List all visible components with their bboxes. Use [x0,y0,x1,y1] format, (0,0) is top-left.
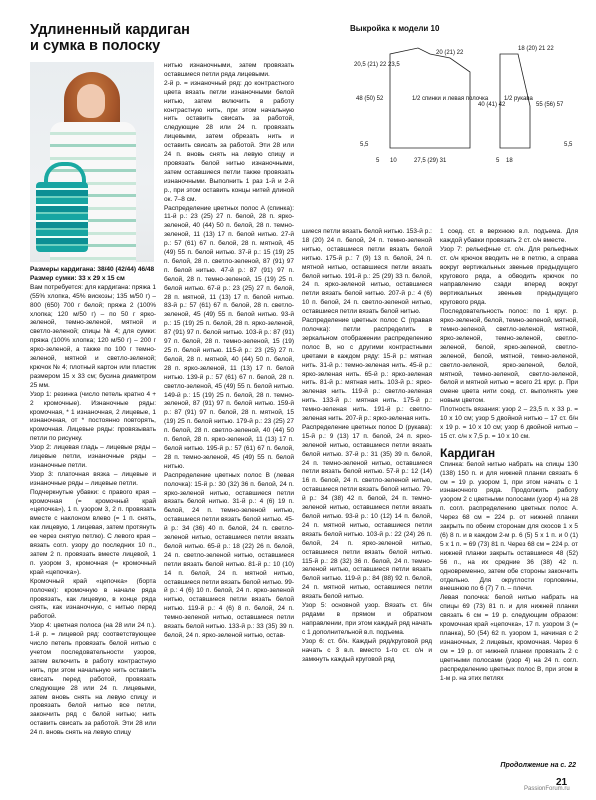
paragraph: Левая полочка: белой нитью набрать на спицы 69 (73) 81 п. и для нижней планки связать 6 см = 19 р. следующим образом: кромочная край «цепочка», 17 п. узором 3 (= планка), 50 (54) 62 п. узором 1, начиная с 2 изнаночных, 2 лицевых, кромочная. Через 6 см = 19 р. от нижней планки провязать 2 с цветными полосами (узор 4) на 24 п. согл. распределению цветных полос В, при этом в 1-м р. на этих петлях [440,594,578,682]
continued-note: Продолжение на с. 22 [500,762,576,769]
paragraph: Распределение цветных полос С (правая полочка): петли распределить в зеркальном отображении распределению полос В, но с другими контрастными цветами в каждом ряду: 15-й р.: мятная нить. 31-й р.: темно-зеленая нить. 45-й р.: ярко-зеленая нить. 65-й р.: ярко-зеленая нить. 81-й р.: мятная нить. 103-й р.: ярко-зеленая нить. 119-й р.: светло-зеленая нить. 133-й р.: мятная нить. 175-й р.: темно-зеленая нить. 191-й р.: светло-зеленая нить. 207-й р.: ярко-зеленая нить. [302,317,432,423]
paragraph: Узор 5: основной узор. Вязать ст. б/н рядами в прямом и обратном направлении, при этом каждый ряд начать с 1 дополнительной в.п. подъема. [302,602,432,636]
paragraph: Последовательность полос: по 1 круг. р. ярко-зеленой, белой, темно-зеленой, мятной, темно-зеленой, светло-зеленой, мятной, ярко-зеленой, темно-зеленой, светло-зеленой, белой, ярко-зеленой, светло-зеленой, белой, мятной, темно-зеленой, светло-зеленой, ярко-зеленой, белой, мятной, темно-зеленой, светло-зеленой, белой и мятной нитью = всего 21 круг. р. При смене цвета нити соед. ст. выполнять уже новым цветом. [440,308,578,405]
paragraph: Распределение цветных полос D (рукава): 15-й р.: 9 (13) 17 п. белой, 24 п. ярко-зеленой нитью, оставшиеся петли вязать белой нитью. 37-й р.: 31 (35) 39 п. белой, 24 п. темно-зеленой нитью, оставшиеся петли вязать белой нитью. 57-й р.: 12 (14) 16 п. белой, 24 п. светло-зеленой нитью, оставшиеся петли вязать белой нитью. 79-й р.: 34 (38) 42 п. белой, 24 п. темно-зеленой нитью, оставшиеся петли вязать белой нитью. 93-й р.: 10 (12) 14 п. белой, 24 п. мятной нитью, оставшиеся петли вязать белой нитью. 103-й р.: 22 (24) 26 п. белой, 24 п. ярко-зеленой нитью, оставшиеся петли вязать белой нитью. 115-й р.: 28 (32) 36 п. белой, 24 п. темно-зеленой нитью, оставшиеся петли вязать белой нитью. 119-й р.: 84 (88) 92 п. белой, 24 п. мятной нитью, оставшиеся петли вязать белой нитью. [302,423,432,601]
paragraph: Распределение цветных полос А (спинка): 11-й р.: 23 (25) 27 п. белой, 28 п. ярко-зеленой, 40 (44) 50 п. белой, 28 п. темно-зеленой, 11 (13) 17 п. белой нитью. 27-й р.: 57 (61) 67 п. белой, 28 п. мятной, 45 (49) 55 п. белой нитью. 37-й р.: 15 (19) 25 п. белой, 28 п. светло-зеленой, 87 (91) 97 п. белой нитью. 47-й р.: 87 (91) 97 п. белой, 28 п. темно-зеленой, 15 (19) 25 п. белой нитью. 67-й р.: 23 (25) 27 п. белой, 28 п. мятной, 11 (13) 17 п. белой нитью. 83-й р.: 57 (61) 67 п. белой, 28 п. светло-зеленой, 45 (49) 55 п. белой нитью. 93-й р.: 15 (19) 25 п. белой, 28 п. ярко-зеленой, 87 (91) 97 п. белой нитью. 103-й р.: 87 (91) 97 п. белой, 28 п. темно-зеленой, 15 (19) 25 п. белой нитью. 115-й р.: 23 (25) 27 п. белой, 28 п. мятной, 40 (44) 50 п. белой, 28 п. ярко-зеленой, 11 (13) 17 п. белой нитью. 139-й р.: 57 (61) 67 п. белой, 28 п. светло-зеленой, 45 (49) 55 п. белой нитью. 149-й р.: 15 (19) 25 п. белой, 28 п. темно-зеленой, 87 (91) 97 п. белой нитью. 159-й р.: 87 (91) 97 п. белой, 28 п. мятной, 15 (19) 25 п. белой нитью. 179-й р.: 23 (25) 27 п. белой, 28 п. светло-зеленой, 40 (44) 50 п. белой, 28 п. ярко-зеленой, 11 (13) 17 п. белой нитью. 195-й р.: 57 (61) 67 п. белой, 28 п. темно-зеленой, 45 (49) 55 п. белой нитью. [164,204,294,470]
paragraph: Узор 7: рельефные ст. с/н. Для рельефных ст. с/н крючок вводить не в петлю, а справа вокруг вертикальных звеньев предыдущего кругового ряда, а обводить крючок по направлению сзади вперед вокруг вертикальных звеньев предыдущего кругового ряда. [440,245,578,307]
label-top-left: 20,5 (21) 22 23,5 [354,62,400,68]
product-photo [30,62,154,262]
label-h2: 40 (41) 42 [478,102,506,108]
text-column-3 [302,228,432,774]
label-piece2: 1/2 рукава [504,96,533,102]
section-heading: Кардиган [440,445,496,460]
paragraph: Подчеркнутые убавки: с правого края – кромочная (= кромочный край «цепочка»), 1 п. узором 3, 2 п. провязать вместе с наклоном влево (= 1 п. снять, как лицевую, 1 лицевая, затем протянуть ее через снятую петлю). С левого края – вязать согл. узору до последних 10 п., затем 2 п. провязать вместе лицевой, 1 п. узором 3, кромочная (= кромочный край «цепочка»). [30,488,156,576]
model-face [77,84,105,118]
pattern-diagram-svg [350,36,582,170]
page-title: Удлиненный кардиган и сумка в полоску [30,22,190,54]
paragraph: Размер сумки: 33 х 29 х 15 см [30,274,125,282]
paragraph: Распределение цветных полос В (левая полочка): 15-й р.: 30 (32) 36 п. белой, 24 п. ярко-зеленой нитью, оставшиеся петли вязать белой нитью. 31-й р.: 4 (6) 19 п. белой, 24 п. темно-зеленой нитью, оставшиеся петли вязать белой нитью. 45-й р.: 34 (36) 40 п. белой, 24 п. светло-зеленой нитью, оставшиеся петли вязать белой нитью. 65-й р.: 18 (22) 26 п. белой, 24 п. светло-зеленой нитью, оставшиеся петли вязать белой нитью. 81-й р.: 10 (10) 14 п. белой, 24 п. мятной нитью, оставшиеся петли вязать белой нитью. 99-й р.: 4 (6) 10 п. белой, 24 п. ярко-зеленой нитью, оставшиеся петли вязать белой нитью. 119-й р.: 4 (6) 8 п. белой, 24 п. темно-зеленой нитью, оставшиеся петли вязать белой нитью. 133-й р.: 33 (35) 39 п. белой, 24 п. ярко-зеленой нитью, остав- [164,471,294,639]
label-s1: 18 [506,158,513,164]
pattern-diagram [350,24,582,168]
paragraph: 1 соед. ст. в верхнюю в.п. подъема. Для каждой убавки провязать 2 ст. с/н вместе. [440,228,578,244]
page-number: 21 [556,777,568,788]
label-top-right: 20 (21) 22 [436,50,464,56]
paragraph: Узор 6: ст. б/н. Каждый ряд/круговой ряд начать с 3 в.п. вместо 1-го ст. с/н и замкнуть каждый круговой ряд [302,637,432,663]
label-s3: 5,5 [564,142,573,148]
label-shoulder: 18 (20) 21 22 [518,46,554,52]
label-h3: 55 (56) 57 [536,102,564,108]
paragraph: шиеся петли вязать белой нитью. 153-й р.: 18 (20) 24 п. белой, 24 п. темно-зеленой нитью, оставшиеся петли вязать белой нитью. 175-й р.: 7 (9) 13 п. белой, 24 п. мятной нитью, оставшиеся петли вязать белой нитью. 191-й р.: 25 (29) 33 п. белой, 24 п. ярко-зеленой нитью, оставшиеся петли вязать белой нитью. 207-й р.: 4 (6) 10 п. белой, 24 п. светло-зеленой нитью, оставшиеся петли вязать белой нитью. [302,228,432,316]
paragraph: Кромочный край «цепочка» (борта полочек): кромочную в начале ряда провязать, как лицевую, в конце ряда снять, как изнаночную, с нитью перед работой. [30,577,156,621]
text-column-4 [440,228,578,762]
paragraph: Размеры кардигана: 38/40 (42/44) 46/48 [30,266,155,273]
text-column-2 [164,62,294,774]
paragraph: Плотность вязания: узор 2 – 23,5 п. х 33 р. = 10 х 10 см; узор 5 двойной нитью – 17 ст. б/н х 19 р. = 10 х 10 см; узор 6 двойной нитью – 15 ст. с/н х 7,5 р. = 10 х 10 см. [440,406,578,440]
label-h1: 48 (50) 52 [356,96,384,102]
text-column-1 [30,266,156,772]
paragraph: нитью изнаночными, затем провязать оставшиеся петли ряда лицевыми. [164,62,294,78]
paragraph: Узор 2: лицевая гладь – лицевые ряды – лицевые петли, изнаночные ряды – изнаночные петли. [30,444,156,469]
label-b1: 10 [390,158,397,164]
paragraph: Спинка: белой нитью набрать на спицы 130 (138) 150 п. и для нижней планки связать 6 см = 19 р. узором 1, при этом начать с 1 изнаночного ряда. Продолжить работу узором 2 с цветными полосами (узор 4) на 28 п. согл. распределению цветных полос А. Через 68 см = 224 р. от нижней планки закрыть по обеим сторонам для скосов 1 х 5 (6) 8 п. и в каждом 2-м р. 6 (5) 5 х 1 п. и 0 (1) 5 х 1 п. = 69 (73) 81 п. Через 68 см = 224 р. от нижней планки закрыть оставшиеся 48 (52) 56 п., на их средние 36 (38) 42 п. одновременно, затем обе стороны закончить отдельно. Для округлости горловины, внешнюю по 6 (7) 7 п. – плечи. [440,460,578,593]
paragraph: Узор 1: резинка (число петель кратно 4 + 2 кромочные). Изнаночные ряды: кромочная, * 1 изнаночная, 2 лицевые, 1 изнаночная, от * постоянно повторять, кромочная. Лицевые ряды: провязывать петли по рисунку. [30,390,156,443]
diagram-caption: Выкройка к модели 10 [350,24,440,33]
paragraph: 2-й р. = изнаночный ряд: до контрастного цвета вязать петли изнаночными белой нитью, затем включить в работу контрастную нить, при этом начальную нить оставить свисать за работой, следующие 28 или 24 п. провязать лицевыми, затем обрезать нить и оставить свисать за работой. Эти 28 или 24 п. вновь снять на левую спицу и провязать белой нитью изнаночными, затем оставшиеся петли также провязать изнаночными. Выполнить 1 раз 1-й и 2-й р., при этом оставить концы нитей длиной ок. 7–8 см. [164,79,294,203]
paragraph: Вам потребуется: для кардигана: пряжа 1 (55% хлопка, 45% вискозы; 135 м/50 г) – 800 (650) 700 г белой; пряжа 2 (100% хлопка; 120 м/50 г) – по 50 г ярко-зеленой, темно-зеленой, мятной и светло-зеленой; спицы № 4; для сумки: пряжа (100% хлопка; 120 м/50 г) – 200 г ярко-зеленой, а также по 100 г темно-зеленой, мятной и светло-зеленой; крючок № 4; плотный картон или пластик размером 15 х 33 см; бусина диаметром 25 мм. [30,283,156,389]
site-watermark: PassionForum.ru [524,786,570,792]
label-piece1: 1/2 спинки и левая полочка [412,96,489,102]
label-b2: 5 [376,158,380,164]
paragraph: Узор 3: платочная вязка – лицевые и изнаночные ряды – лицевые петли. [30,470,156,487]
label-bottom: 27,5 (29) 31 [414,158,447,164]
label-h4: 5,5 [360,142,369,148]
label-s2: 5 [496,158,500,164]
paragraph: Узор 4: цветная полоса (на 28 или 24 п.). 1-й р. = лицевой ряд: соответствующее число петель провязать белой нитью с учетом последовательности узоров, затем включить в работу контрастную нить, при этом начальную нить оставить свисать перед работой, провязать следующие 28 или 24 п. лицевыми, затем вновь снять на левую спицу и провязать белой нитью все петли, закончить ряд с белой нитью; нить оставить свисать за работой. Эти 28 или 24 п. вновь снять на левую спицу [30,622,156,737]
striped-bag [36,182,88,252]
